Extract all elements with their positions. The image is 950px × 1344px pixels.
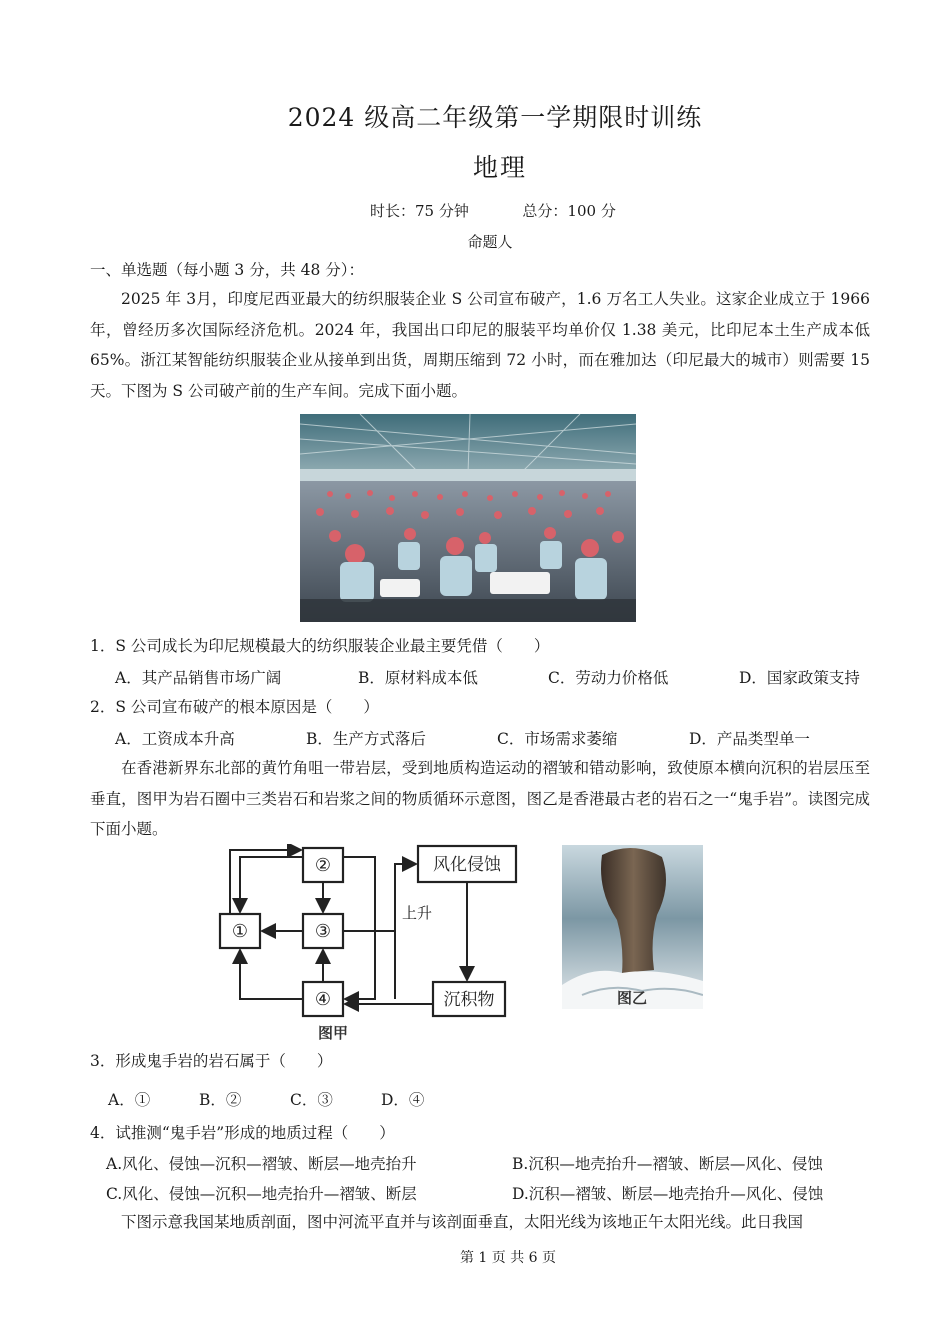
- q2-option-d[interactable]: D．产品类型单一: [689, 730, 810, 748]
- caption-b: 图乙: [616, 989, 648, 1007]
- q4-option-c[interactable]: C.风化、侵蚀—沉积—地壳抬升—褶皱、断层: [106, 1185, 417, 1203]
- page-footer: 第 1 页 共 6 页: [459, 1250, 557, 1266]
- ghost-hand-rock-photo: [562, 845, 703, 1009]
- factory-photo: [300, 414, 636, 622]
- q2-option-c[interactable]: C．市场需求萎缩: [497, 730, 618, 748]
- q1-option-a[interactable]: A．其产品销售市场广阔: [115, 669, 282, 687]
- question-2-stem: 2．S 公司宣布破产的根本原因是（ ）: [90, 698, 379, 716]
- passage-1: 2025 年 3月，印度尼西亚最大的纺织服装企业 S 公司宣布破产，1.6 万名工人失业。这家企业成立于 1966 年，曾经历多次国际经济危机。2024 年，我国出口印尼的服装平均单价仅 1.38 美元，比印尼本土生产成本低 65%。浙江某智能纺织服装企业从接单到出货，周期压缩到 72 小时，而在雅加达（印尼最大的城市）则需要 15 天。下图为 S 公司破产前的生产车间。完成下面小题。: [90, 290, 870, 400]
- node-2-label: ②: [314, 855, 332, 876]
- question-4-stem: 4．试推测“鬼手岩”形成的地质过程（ ）: [90, 1124, 395, 1142]
- sediment-label: 沉积物: [443, 990, 495, 1010]
- q1-option-c[interactable]: C．劳动力价格低: [548, 669, 669, 687]
- exam-title: 2024 级高二年级第一学期限时训练: [287, 103, 703, 132]
- q1-option-d[interactable]: D．国家政策支持: [739, 669, 860, 687]
- section-heading: 一、单选题（每小题 3 分，共 48 分）：: [90, 261, 365, 279]
- author-label: 命题人: [467, 233, 513, 251]
- exam-meta: [370, 200, 616, 221]
- caption-a: 图甲: [317, 1024, 349, 1042]
- q4-option-d[interactable]: D.沉积—褶皱、断层—地壳抬升—风化、侵蚀: [512, 1185, 824, 1203]
- uplift-label: 上升: [402, 904, 433, 922]
- q2-option-a[interactable]: A．工资成本升高: [115, 730, 235, 748]
- weathering-label: 风化侵蚀: [433, 855, 501, 875]
- total-score: 总分：100 分: [522, 202, 616, 220]
- q2-option-b[interactable]: B．生产方式落后: [306, 730, 426, 748]
- subject-title: 地理: [472, 153, 527, 182]
- node-4-label: ④: [314, 989, 332, 1010]
- question-3-stem: 3．形成鬼手岩的岩石属于（ ）: [90, 1052, 333, 1070]
- duration: 时长：75 分钟: [370, 202, 469, 220]
- question-1-stem: 1．S 公司成长为印尼规模最大的纺织服装企业最主要凭借（ ）: [90, 637, 550, 655]
- rock-cycle-diagram: [215, 844, 520, 1044]
- passage-3: 下图示意我国某地质剖面，图中河流平直并与该剖面垂直，太阳光线为该地正午太阳光线。此日我国: [121, 1213, 804, 1231]
- node-1-label: ①: [231, 921, 249, 942]
- q3-option-c[interactable]: C．③: [290, 1091, 333, 1109]
- q4-option-a[interactable]: A.风化、侵蚀—沉积—褶皱、断层—地壳抬升: [106, 1155, 417, 1173]
- q3-option-d[interactable]: D．④: [381, 1091, 425, 1109]
- q1-option-b[interactable]: B．原材料成本低: [358, 669, 478, 687]
- q3-option-b[interactable]: B．②: [199, 1091, 242, 1109]
- q3-option-a[interactable]: A．①: [108, 1091, 151, 1109]
- node-3-label: ③: [314, 921, 332, 942]
- passage-2: 在香港新界东北部的黄竹角咀一带岩层，受到地质构造运动的褶皱和错动影响，致使原本横向沉积的岩层压至垂直，图甲为岩石圈中三类岩石和岩浆之间的物质循环示意图，图乙是香港最古老的岩石之一“鬼手岩”。读图完成下面小题。: [90, 759, 870, 838]
- q4-option-b[interactable]: B.沉积—地壳抬升—褶皱、断层—风化、侵蚀: [512, 1155, 823, 1173]
